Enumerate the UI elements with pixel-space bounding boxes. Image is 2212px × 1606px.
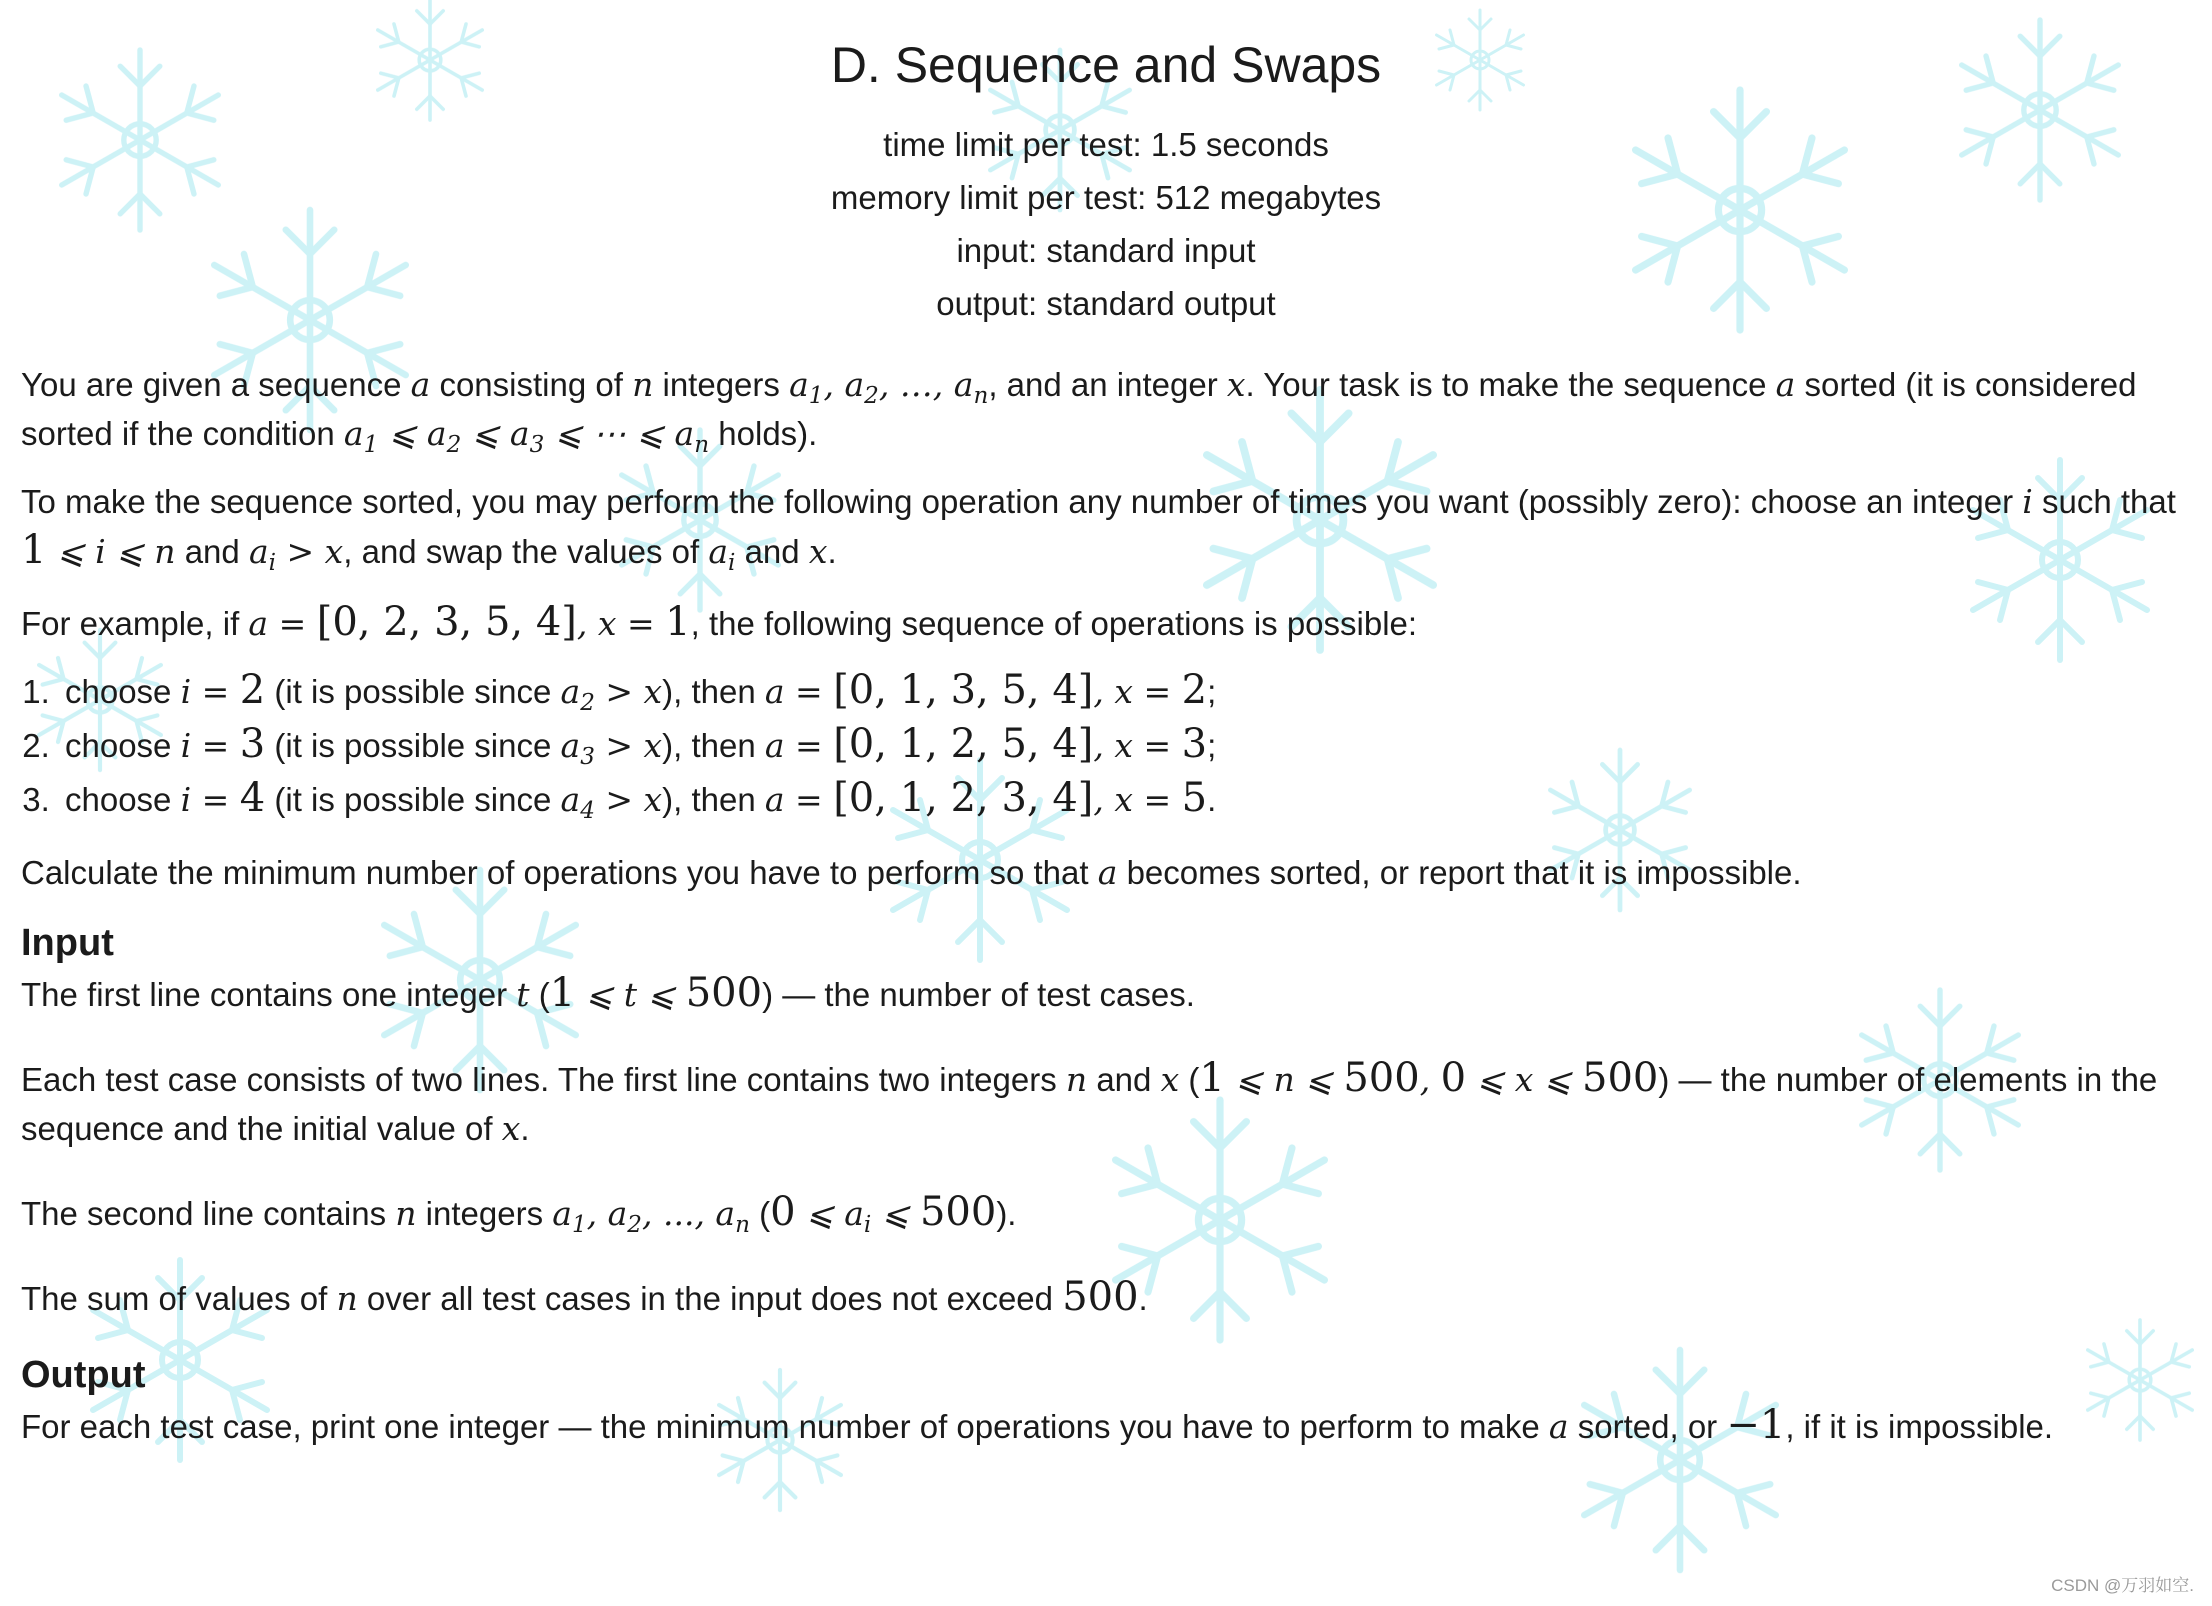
problem-header [21,34,2191,330]
output-line-1: For each test case, print one integer — the minimum number of operations you have to perform to make a sorted, or −1, if it is impossible. [21,1402,2054,1448]
input-file: input: standard input [956,232,1256,269]
input-line-4: The sum of values of n over all test cases in the input does not exceed 500. [21,1274,1148,1320]
statement-paragraph-2: To make the sequence sorted, you may perform the following operation any number of times you want (possibly zero): choose an integer i such that 1 ⩽ i ⩽ n and $a_i > x$, and swap the values of $a_i$ and x. [21,482,2176,576]
input-line-1: The first line contains one integer t (1 ⩽ t ⩽ 500) — the number of test cases. [21,970,1195,1016]
output-heading: Output [21,1354,146,1396]
input-line-3: The second line contains n integers $a_1$, $a_2$, ..., $a_n$ (0 ⩽ $a_i$ ⩽ 500). [21,1189,1017,1238]
statement-paragraph-3: For example, if a = [0, 2, 3, 5, 4], x = 1, the following sequence of operations is possible: [21,599,1418,645]
statement-paragraph-1: You are given a sequence a consisting of n integers $a_1$, $a_2$, …, $a_n$, and an integer x. Your task is to make the sequence a sorted (it is considered sorted if the condition $a_1$ ⩽ $a_2$ ⩽ $a_3$ ⩽ ⋯ ⩽ $a_n$ holds). [21,365,2137,458]
statement-paragraph-4: Calculate the minimum number of operations you have to perform so that a becomes sorted, or report that it is impossible. [21,853,1802,892]
example-operations-list [21,664,2191,826]
problem-title: D. Sequence and Swaps [830,37,1382,93]
input-line-2: Each test case consists of two lines. The first line contains two integers n and x (1 ⩽ n ⩽ 500, 0 ⩽ x ⩽ 500) — the number of elements in the sequence and the initial value of x. [21,1055,2158,1148]
memory-limit: memory limit per test: 512 megabytes [830,179,1382,216]
time-limit: time limit per test: 1.5 seconds [883,126,1329,163]
input-heading: Input [21,922,114,964]
list-item: 1. choose i = 2 (it is possible since $a_2 > x$), then a = [0, 1, 3, 5, 4], x = 2; [59,664,2191,718]
output-file: output: standard output [936,285,1276,322]
watermark: CSDN @万羽如空. [2051,1576,2194,1595]
list-item: 3. choose i = 4 (it is possible since $a_4 > x$), then a = [0, 1, 2, 3, 4], x = 5. [59,772,2191,826]
list-item: 2. choose i = 3 (it is possible since $a_3 > x$), then a = [0, 1, 2, 5, 4], x = 3; [59,718,2191,772]
problem-statement [21,0,2191,1451]
